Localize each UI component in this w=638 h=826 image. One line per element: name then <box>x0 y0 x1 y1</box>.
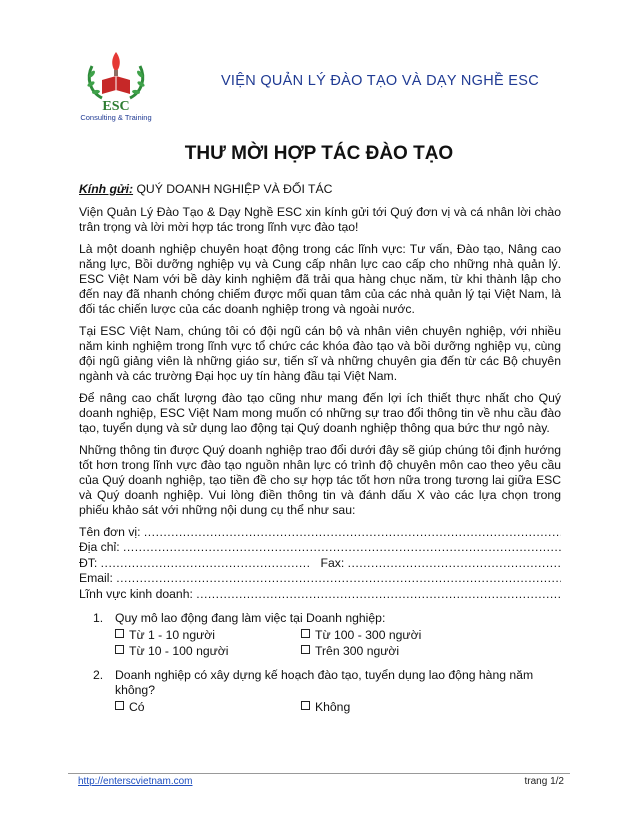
option-10-100[interactable]: Từ 10 - 100 người <box>115 643 301 659</box>
info-form <box>79 525 561 602</box>
email-field[interactable] <box>79 571 561 586</box>
option-1-10[interactable]: Từ 1 - 10 người <box>115 627 301 643</box>
checkbox-icon[interactable] <box>115 701 124 710</box>
question-text: Quy mô lao động đang làm việc tại Doanh nghiệp: <box>115 611 386 626</box>
document-title: THƯ MỜI HỢP TÁC ĐÀO TẠO <box>184 143 454 164</box>
industry-field[interactable] <box>79 587 561 602</box>
phone-field[interactable] <box>79 556 310 571</box>
page-number: trang 1/2 <box>524 776 564 787</box>
survey-questions <box>79 611 561 715</box>
question-2 <box>93 668 561 715</box>
logo-subtext: Consulting & Training <box>80 113 152 122</box>
checkbox-icon[interactable] <box>115 629 124 638</box>
question-text: Doanh nghiệp có xây dựng kế hoạch đào tạo, tuyển dụng lao động hàng năm không? <box>115 668 534 698</box>
industry-label: Lĩnh vực kinh doanh: <box>79 586 193 601</box>
phone-label: ĐT: <box>79 555 98 570</box>
checkbox-icon[interactable] <box>301 629 310 638</box>
phone-fax-row <box>79 556 561 571</box>
fax-label: Fax: <box>320 555 345 570</box>
question-1 <box>93 611 561 659</box>
footer-website-link[interactable]: http://enterscvietnam.com <box>78 776 193 787</box>
letter-body <box>79 182 561 724</box>
footer-divider <box>68 773 570 774</box>
question-number: 2. <box>93 668 104 683</box>
paragraph-intro: Viện Quản Lý Đào Tạo & Dạy Nghề ESC xin kính gửi tới Quý đơn vị và cá nhân lời chào trân trọng và lời mời hợp tác trong lĩnh vực đào tạo! <box>79 205 561 234</box>
option-over-300[interactable]: Trên 300 người <box>301 643 481 659</box>
logo-text: ESC <box>102 99 130 114</box>
fax-blank[interactable] <box>348 556 561 571</box>
checkbox-icon[interactable] <box>301 645 310 654</box>
phone-blank[interactable] <box>101 556 311 571</box>
option-100-300[interactable]: Từ 100 - 300 người <box>301 627 481 643</box>
unit-name-field[interactable] <box>79 525 561 540</box>
option-no[interactable]: Không <box>301 699 481 715</box>
paragraph-purpose: Để nâng cao chất lượng đào tạo cũng như mang đến lợi ích thiết thực nhất cho Quý doanh nghiệp, ESC Việt Nam mong muốn có những sự trao đổi thông tin về nhu cầu đào tạo, tuyển dụng và sử dụng lao động tại Quý doanh nghiệp thông qua bức thư ngỏ này. <box>79 391 561 435</box>
greeting-recipient: QUÝ DOANH NGHIỆP VÀ ĐỐI TÁC <box>136 182 333 196</box>
email-blank[interactable] <box>116 571 561 586</box>
paragraph-about: Là một doanh nghiệp chuyên hoạt động trong các lĩnh vực: Tư vấn, Đào tạo, Nâng cao năng lực, Bồi dưỡng nghiệp vụ và Cung cấp nhân lực cao cấp cho những nhà quản lý. ESC Việt Nam với bề dày kinh nghiệm đã trải qua hàng chục năm, từ khi thành lập cho đến nay đã nhanh chóng chiếm được mối quan tâm của các nhà quản lý tại Việt Nam, là đối tác chiến lược của các doanh nghiệp trong và ngoài nước. <box>79 242 561 316</box>
address-blank[interactable] <box>123 540 561 555</box>
greeting-line <box>79 182 561 197</box>
organization-name: VIỆN QUẢN LÝ ĐÀO TẠO VÀ DẠY NGHỀ ESC <box>220 73 540 89</box>
paragraph-request: Những thông tin được Quý doanh nghiệp trao đổi dưới đây sẽ giúp chúng tôi định hướng tốt hơn trong lĩnh vực đào tạo nguồn nhân lực có trình độ chuyên môn cao theo yêu cầu của Quý doanh nghiệp, tạo tiền đề cho sự hợp tác tốt hơn nữa trong tương lai giữa ESC và Quý doanh nghiệp. Vui lòng điền thông tin và đánh dấu X vào các lựa chọn trong phiếu khảo sát với những nội dung cụ thể như sau: <box>79 443 561 517</box>
paragraph-team: Tại ESC Việt Nam, chúng tôi có đội ngũ cán bộ và nhân viên chuyên nghiệp, với nhiều năm kinh nghiệm trong lĩnh vực tổ chức các khóa đào tạo và bồi dưỡng nghiệp vụ, cùng đội ngũ giảng viên là những giáo sư, tiến sĩ và những chuyên gia đến từ các Bộ chuyên ngành và các trường Đại học uy tín hàng đầu tại Việt Nam. <box>79 324 561 383</box>
checkbox-icon[interactable] <box>301 701 310 710</box>
question-number: 1. <box>93 611 104 626</box>
address-label: Địa chỉ: <box>79 540 120 555</box>
option-yes[interactable]: Có <box>115 699 301 715</box>
email-label: Email: <box>79 571 113 586</box>
esc-logo <box>62 40 170 122</box>
fax-field[interactable] <box>310 556 561 571</box>
greeting-label: Kính gửi: <box>79 182 134 196</box>
checkbox-icon[interactable] <box>115 645 124 654</box>
unit-name-blank[interactable] <box>144 525 561 540</box>
unit-name-label: Tên đơn vị: <box>79 525 141 539</box>
industry-blank[interactable] <box>196 587 561 602</box>
address-field[interactable] <box>79 540 561 555</box>
